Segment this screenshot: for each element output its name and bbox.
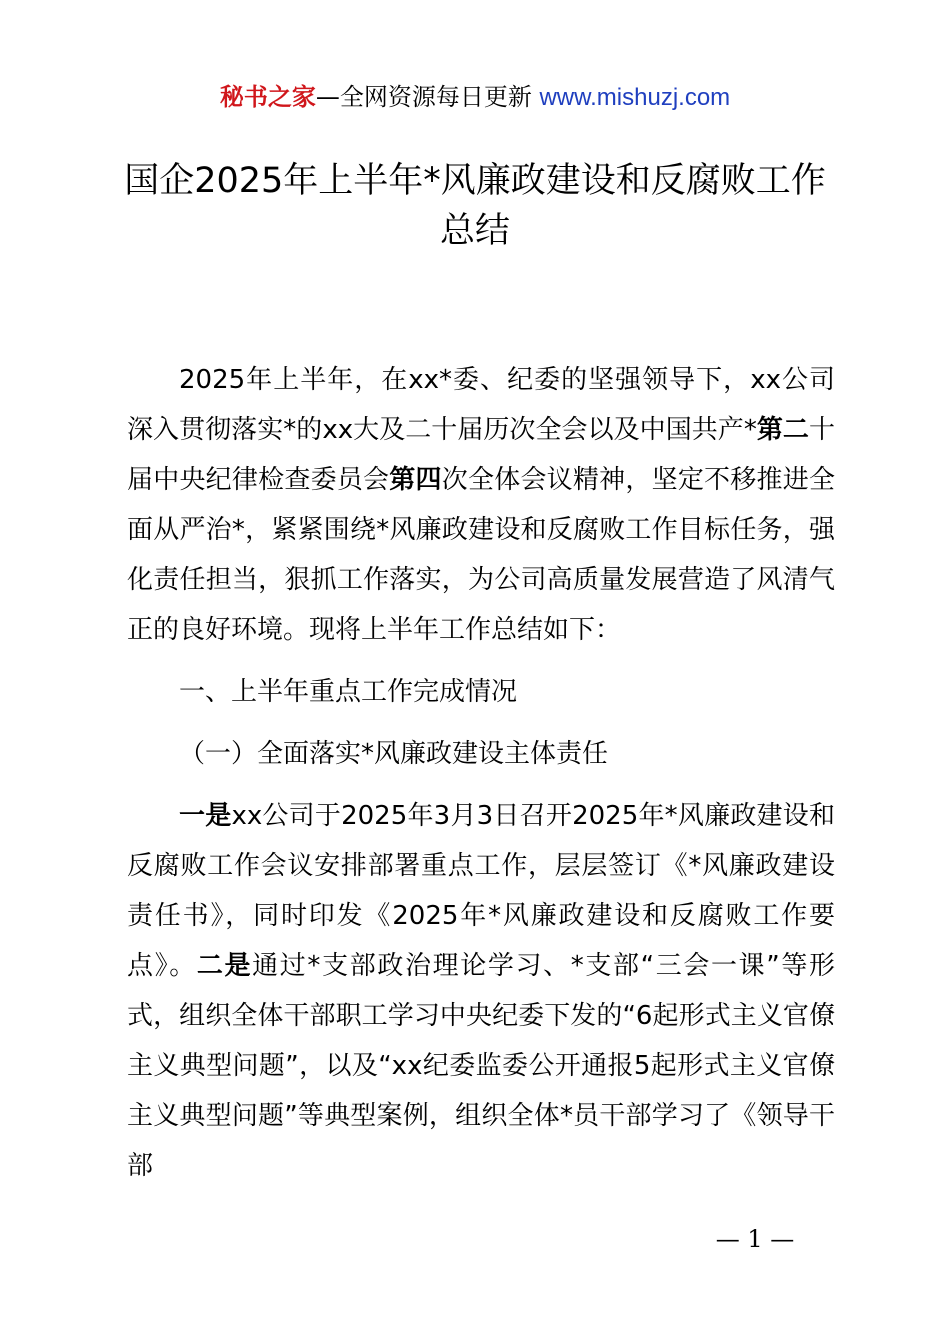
site-header	[0, 80, 950, 115]
document-body	[127, 355, 835, 1191]
brand-name: 秘书之家	[219, 83, 316, 111]
subsection-heading-1: （一）全面落实*风廉政建设主体责任	[179, 739, 609, 769]
work-paragraph	[127, 791, 835, 1191]
intro-text-1: 2025年上半年，在xx*委、纪委的坚强领导下，xx公司深入贯彻落实*的xx大及二十届历次全会以及中国共产*	[127, 365, 835, 445]
section-heading-1: 一、上半年重点工作完成情况	[179, 677, 518, 707]
point-text-1: xx公司于2025年3月3日召开2025年*风廉政建设和反腐败工作会议安排部署重点工作，层层签订《*风廉政建设责任书》，同时印发《2025年*风廉政建设和反腐败工作要点》。	[127, 801, 835, 981]
point-text-2: 通过*支部政治理论学习、*支部“三会一课”等形式，组织全体干部职工学习中央纪委下发的“6起形式主义官僚主义典型问题”，以及“xx纪委监委公开通报5起形式主义官僚主义典型问题”等典型案例，组织全体*员干部学习了《领导干部	[127, 951, 835, 1181]
header-tagline: —全网资源每日更新	[315, 83, 532, 111]
intro-text-3: 次全体会议精神，坚定不移推进全面从严治*，紧紧围绕*风廉政建设和反腐败工作目标任务，强化责任担当，狠抓工作落实，为公司高质量发展营造了风清气正的良好环境。现将上半年工作总结如下：	[127, 465, 835, 645]
intro-bold-2: 第四	[389, 465, 442, 495]
point-label-2: 二是	[196, 951, 253, 981]
site-url-link[interactable]: www.mishuzj.com	[539, 84, 731, 111]
intro-paragraph	[127, 355, 835, 655]
document-title: 国企2025年上半年*风廉政建设和反腐败工作总结	[124, 161, 826, 251]
point-label-1: 一是	[179, 801, 232, 831]
page-number: — 1 —	[715, 1225, 795, 1253]
intro-text-2: 十届中央纪律检查委员会	[127, 415, 835, 495]
intro-bold-1: 第二	[756, 415, 809, 445]
